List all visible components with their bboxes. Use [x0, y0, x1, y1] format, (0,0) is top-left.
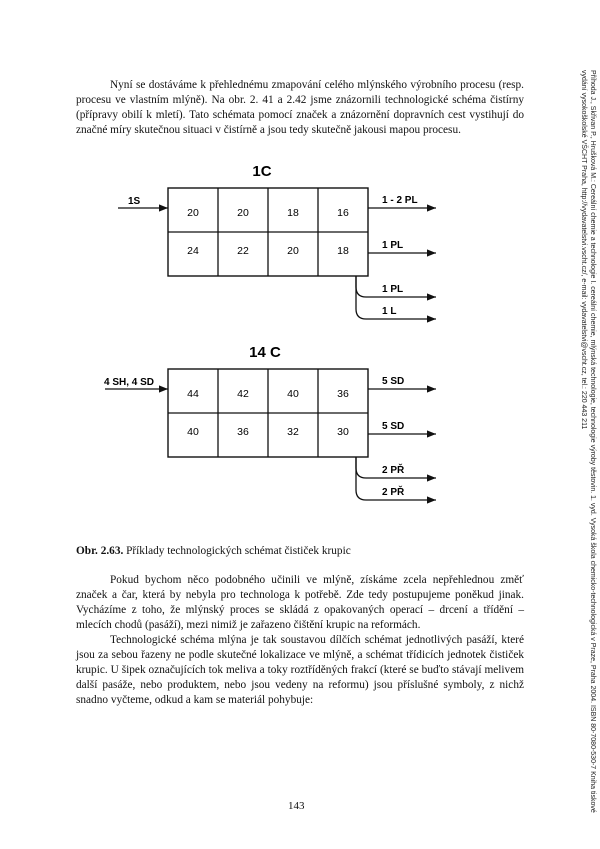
side-citation: Příhoda J., Skřivan P., Hrušková M.: Cereální chemie a technologie I. cereální chemie, mlýnská technologie, technologie výroby těstovin. 1. vyd. Vysoká škola chemicko-technologická v Praze, Praha 2004. ISBN 80-7080-530-7 Kniha tiskové vydání vysokoškolské VŠCHT Praha, http://vydavatelstvi.vscht.cz/, e-mail: vydavatelstvi@vscht.cz, tel.: 220 443 211 — [580, 70, 596, 813]
sieve-value: 20 — [187, 207, 199, 219]
output-label: 2 PŘ — [382, 465, 405, 476]
scheme-14c — [104, 344, 436, 500]
sieve-value: 40 — [187, 426, 199, 438]
output-label: 1 PL — [382, 240, 404, 251]
output-label: 5 SD — [382, 376, 405, 387]
sieve-value: 20 — [237, 207, 249, 219]
output-label: 5 SD — [382, 421, 405, 432]
output-label: 2 PŘ — [382, 487, 405, 498]
sieve-value: 42 — [237, 388, 249, 400]
output-label: 1 - 2 PL — [382, 195, 418, 206]
figure-caption — [76, 545, 351, 557]
caption-text: Příklady technologických schémat čističek krupic — [123, 545, 351, 557]
sieve-value: 36 — [237, 426, 249, 438]
input-label: 4 SH, 4 SD — [104, 377, 155, 388]
intro-paragraph: Nyní se dostáváme k přehlednému zmapování celého mlýnského výrobního procesu (resp. procesu ve vlastním mlýně). Na obr. 2. 41 a 2.42 jsme znázornili technologické schéma čistírny (přípravy obilí k mletí). Tato schémata pomocí značek a znázornění dopravních cest vystihují do značné míry skutečnou situaci v čistírně a jsou tedy skutečně jakousi mapou procesu. — [76, 79, 524, 136]
sieve-value: 20 — [287, 245, 299, 257]
sieve-value: 18 — [337, 245, 349, 257]
input-label: 1S — [128, 196, 141, 207]
sieve-value: 36 — [337, 388, 349, 400]
sieve-value: 44 — [187, 388, 199, 400]
output-label: 1 PL — [382, 284, 404, 295]
sieve-value: 40 — [287, 388, 299, 400]
sieve-value: 30 — [337, 426, 349, 438]
scheme-title: 1C — [252, 163, 272, 180]
sieve-value: 32 — [287, 426, 299, 438]
sieve-value: 22 — [237, 245, 249, 257]
sieve-value: 24 — [187, 245, 199, 257]
sieve-value: 16 — [337, 207, 349, 219]
third-paragraph: Technologické schéma mlýna je tak soustavou dílčích schémat jednotlivých pasáží, které jsou za sebou řazeny ne podle skutečné lokalizace ve mlýně, a schémat třídicích jednotek čističek krupic. U šipek označujících tok meliva a toky roztříděných frakcí (které se buďto stávají melivem další pasáže, nebo produktem, nebo jsou vedeny na reformu) jsou příslušné symboly, z nichž snadno vyčteme, odkud a kam se materiál pohybuje: — [76, 634, 524, 706]
scheme-1c — [118, 163, 436, 319]
scheme-title: 14 C — [249, 344, 281, 361]
output-label: 1 L — [382, 306, 397, 317]
second-paragraph: Pokud bychom něco podobného učinili ve mlýně, získáme zcela nepřehlednou změť značek a čar, která by nebyla pro technologa k potřebě. Zde tedy postupujeme poněkud jinak. Vycházíme z toho, že mlýnský proces se skládá z opakovaných operací – drcení a třídění – mlecích chodů (pasáží), mezi nimiž je zařazeno čištění krupic na reformách. — [76, 574, 524, 631]
page-number: 143 — [288, 800, 305, 812]
sieve-value: 18 — [287, 207, 299, 219]
caption-number: Obr. 2.63. — [76, 545, 124, 557]
